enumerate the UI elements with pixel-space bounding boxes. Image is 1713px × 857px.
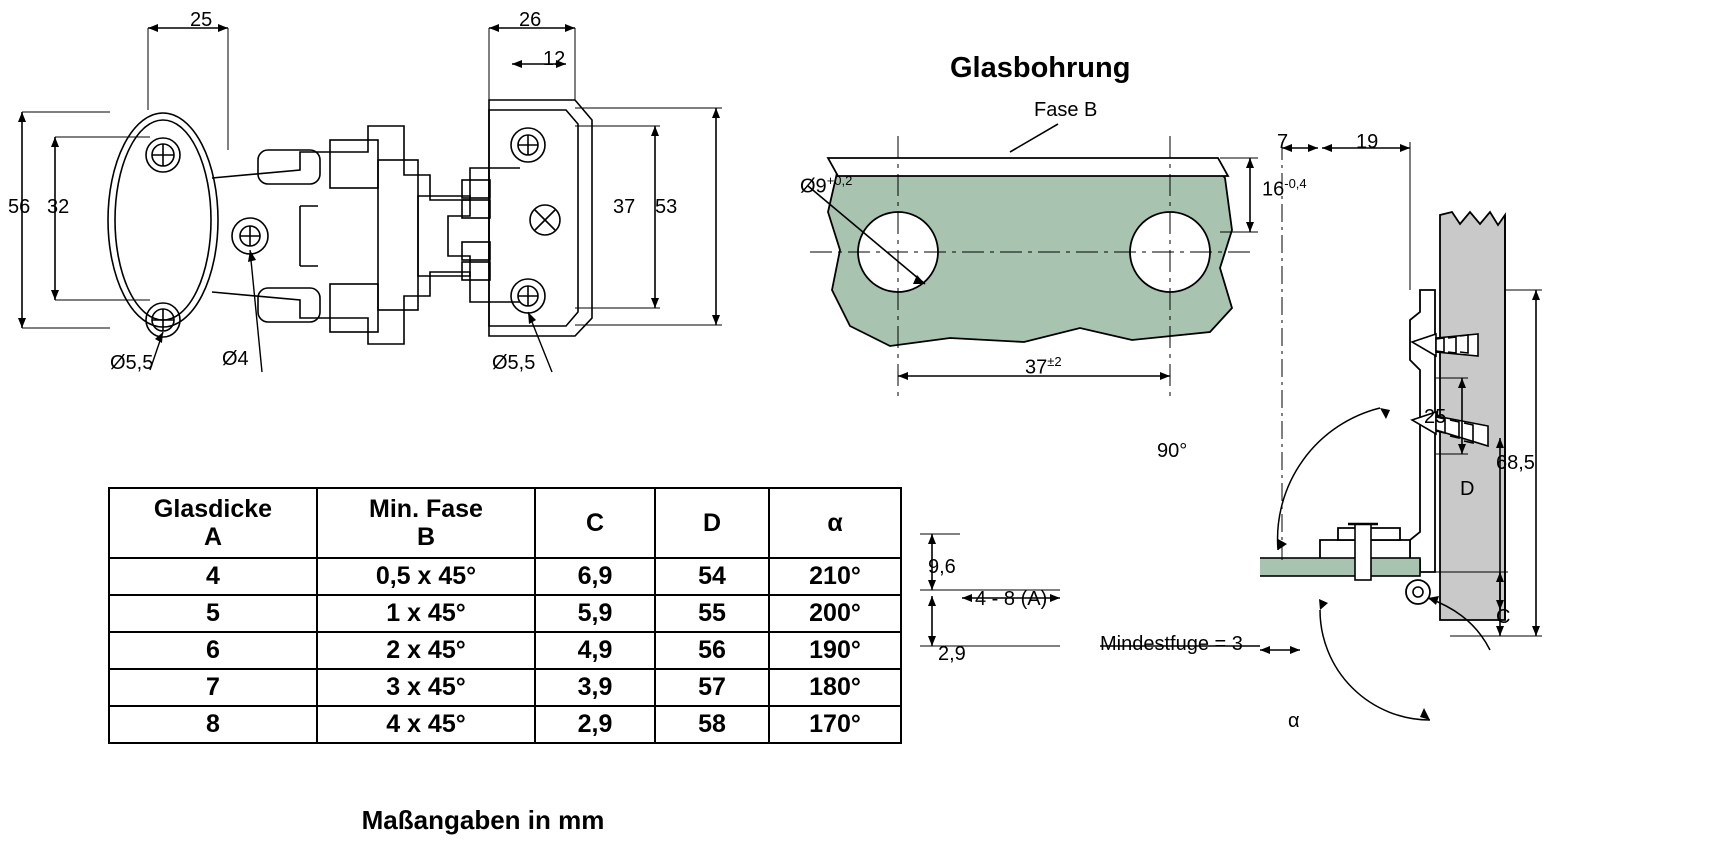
glasbohrung-title: Glasbohrung [950, 52, 1131, 84]
dim16-value: 16 [1262, 178, 1285, 201]
glass-drilling-diagram [780, 100, 1340, 440]
cell-c: 4,9 [535, 632, 655, 669]
cell-a: 6 [109, 632, 317, 669]
table-row [109, 632, 901, 669]
cell-c: 2,9 [535, 706, 655, 743]
th-glasdicke [109, 488, 317, 558]
table-row [109, 558, 901, 595]
cell-d: 56 [655, 632, 769, 669]
min-joint-label: Mindestfuge = 3 [1100, 633, 1243, 655]
table-row [109, 595, 901, 632]
section-view-diagram [1260, 120, 1713, 840]
cell-alpha: 210° [769, 558, 901, 595]
th-alpha: α [769, 488, 901, 558]
th-minfase-l1: Min. Fase [369, 495, 483, 523]
th-minfase [317, 488, 535, 558]
dim-37: 37 [613, 196, 636, 218]
label-fase-b: Fase B [1034, 99, 1098, 121]
dim-25-top: 25 [190, 9, 213, 31]
cell-c: 3,9 [535, 669, 655, 706]
cell-c: 6,9 [535, 558, 655, 595]
dim-7: 7 [1277, 131, 1289, 153]
cell-a: 7 [109, 669, 317, 706]
table-row [109, 706, 901, 743]
cell-b: 0,5 x 45° [317, 558, 535, 595]
cell-b: 1 x 45° [317, 595, 535, 632]
dim-19: 19 [1356, 131, 1379, 153]
label-dia-9 [800, 173, 852, 199]
glass-thickness-range: 4 - 8 (A) [975, 588, 1048, 610]
dim-26-top: 26 [519, 9, 542, 31]
cell-alpha: 180° [769, 669, 901, 706]
dim-56: 56 [8, 196, 31, 218]
th-glasdicke-l1: Glasdicke [153, 495, 273, 523]
th-glasdicke-l2: A [203, 523, 223, 551]
label-d-section: D [1460, 478, 1475, 500]
cell-b: 3 x 45° [317, 669, 535, 706]
section-detail-dims [900, 520, 1320, 700]
cell-a: 4 [109, 558, 317, 595]
spec-table [108, 487, 902, 744]
th-d: D [655, 488, 769, 558]
dim-32: 32 [47, 196, 70, 218]
cell-a: 8 [109, 706, 317, 743]
cell-c: 5,9 [535, 595, 655, 632]
th-c: C [535, 488, 655, 558]
hole-dia-55-right: Ø5,5 [492, 352, 536, 374]
cell-d: 57 [655, 669, 769, 706]
dim-29: 2,9 [938, 643, 966, 665]
cell-alpha: 200° [769, 595, 901, 632]
dia9-tol: +0,2 [826, 173, 853, 188]
table-header-row [109, 488, 901, 558]
dim-685: 68,5 [1496, 452, 1535, 474]
label-dim-37 [1025, 354, 1062, 380]
dia9-value: Ø9 [800, 175, 827, 198]
cell-d: 58 [655, 706, 769, 743]
label-c-section: C [1496, 606, 1511, 628]
dim-25-section: 25 [1424, 406, 1447, 428]
dim37-value: 37 [1025, 356, 1048, 379]
cell-b: 2 x 45° [317, 632, 535, 669]
cell-alpha: 190° [769, 632, 901, 669]
angle-90: 90° [1157, 440, 1188, 462]
table-row [109, 669, 901, 706]
dim-12: 12 [543, 48, 566, 70]
dim-53: 53 [655, 196, 678, 218]
cell-a: 5 [109, 595, 317, 632]
angle-alpha: α [1288, 710, 1300, 732]
th-minfase-l2: B [416, 523, 436, 551]
cell-alpha: 170° [769, 706, 901, 743]
hole-dia-55-left: Ø5,5 [110, 352, 154, 374]
dim16-tol: -0,4 [1284, 176, 1307, 191]
cell-b: 4 x 45° [317, 706, 535, 743]
table-caption: Maßangaben in mm [361, 805, 605, 835]
dim37-tol: ±2 [1047, 354, 1062, 369]
cell-d: 54 [655, 558, 769, 595]
cell-d: 55 [655, 595, 769, 632]
hole-dia-4: Ø4 [222, 348, 249, 370]
dim-96: 9,6 [928, 556, 956, 578]
